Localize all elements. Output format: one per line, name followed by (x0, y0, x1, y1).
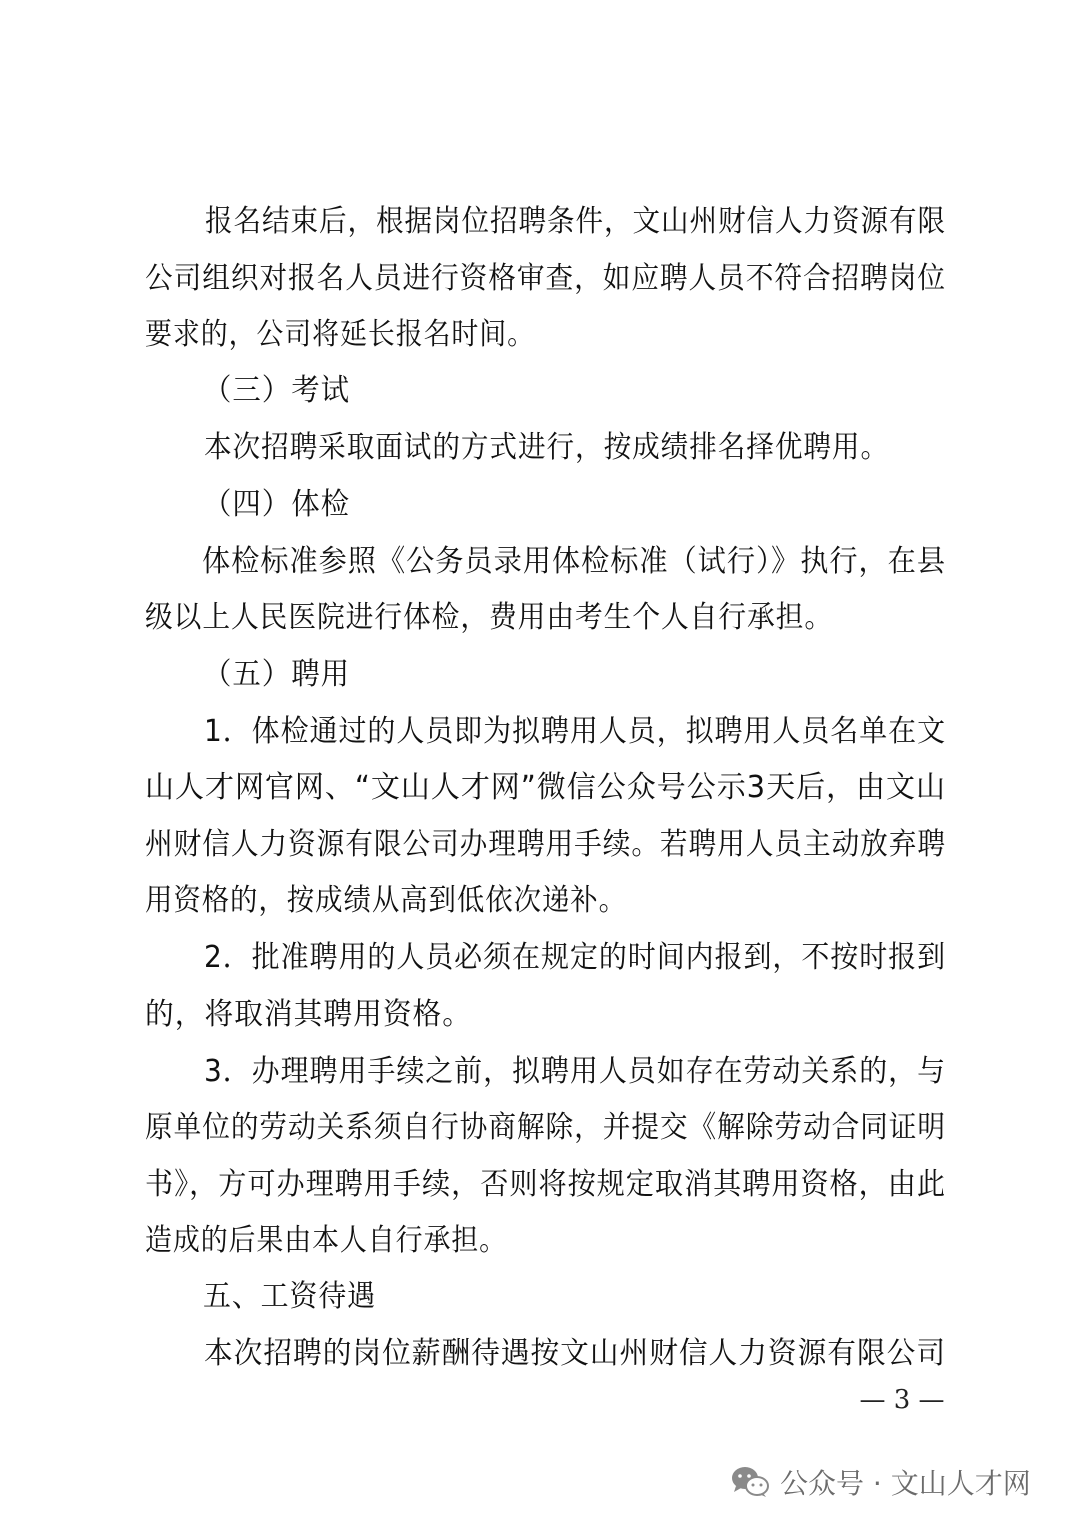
paragraph-line (0, 872, 1080, 930)
line-text: 山人才网官网、“文山人才网”微信公众号公示3天后，由文山 (145, 770, 946, 805)
paragraph-line (0, 1212, 1080, 1270)
line-text: 本次招聘采取面试的方式进行，按成绩排名择优聘用。 (204, 430, 889, 465)
paragraph-line (0, 1099, 1080, 1157)
line-text: 本次招聘的岗位薪酬待遇按文山州财信人力资源有限公司 (204, 1336, 946, 1371)
paragraph-line (0, 250, 1080, 308)
paragraph-line (0, 306, 1080, 364)
paragraph-line (0, 1043, 1080, 1101)
wechat-icon (730, 1465, 770, 1499)
paragraph-line (0, 759, 1080, 817)
line-text: 州财信人力资源有限公司办理聘用手续。若聘用人员主动放弃聘 (145, 827, 946, 862)
line-text: 造成的后果由本人自行承担。 (145, 1223, 507, 1258)
line-text: 公司组织对报名人员进行资格审查，如应聘人员不符合招聘岗位 (145, 261, 946, 296)
section-heading (0, 646, 1080, 704)
line-text: 3．办理聘用手续之前，拟聘用人员如存在劳动关系的，与 (204, 1054, 946, 1089)
watermark (730, 1452, 1031, 1512)
line-text: 书》，方可办理聘用手续，否则将按规定取消其聘用资格，由此 (145, 1167, 946, 1202)
line-text: 2．批准聘用的人员必须在规定的时间内报到，不按时报到 (204, 940, 946, 975)
paragraph-line (0, 419, 1080, 477)
paragraph-line (0, 589, 1080, 647)
line-text: 报名结束后，根据岗位招聘条件，文山州财信人力资源有限 (205, 204, 946, 239)
line-text: 的，将取消其聘用资格。 (145, 997, 472, 1032)
watermark-text: 公众号 · 文山人才网 (780, 1467, 1031, 1500)
heading-text: 五、工资待遇 (203, 1279, 376, 1314)
line-text: 原单位的劳动关系须自行协商解除，并提交《解除劳动合同证明 (145, 1110, 946, 1145)
heading-text: （四）体检 (203, 487, 350, 522)
line-text: 体检标准参照《公务员录用体检标准（试行）》执行，在县 (202, 544, 946, 579)
line-text: 级以上人民医院进行体检，费用由考生个人自行承担。 (145, 600, 833, 635)
line-text: 1．体检通过的人员即为拟聘用人员，拟聘用人员名单在文 (204, 714, 946, 749)
section-heading (0, 1268, 1080, 1326)
paragraph-line (0, 1325, 1080, 1383)
paragraph-line (0, 533, 1080, 591)
heading-text: （三）考试 (203, 373, 350, 408)
section-heading (0, 476, 1080, 534)
paragraph-line (0, 816, 1080, 874)
paragraph-line (0, 929, 1080, 987)
paragraph-line (0, 193, 1080, 251)
line-text: 用资格的，按成绩从高到低依次递补。 (145, 883, 627, 918)
page-number: — 3 — (859, 1385, 945, 1415)
section-heading (0, 362, 1080, 420)
heading-text: （五）聘用 (203, 657, 350, 692)
paragraph-line (0, 703, 1080, 761)
line-text: 要求的，公司将延长报名时间。 (145, 317, 535, 352)
paragraph-line (0, 986, 1080, 1044)
paragraph-line (0, 1156, 1080, 1214)
